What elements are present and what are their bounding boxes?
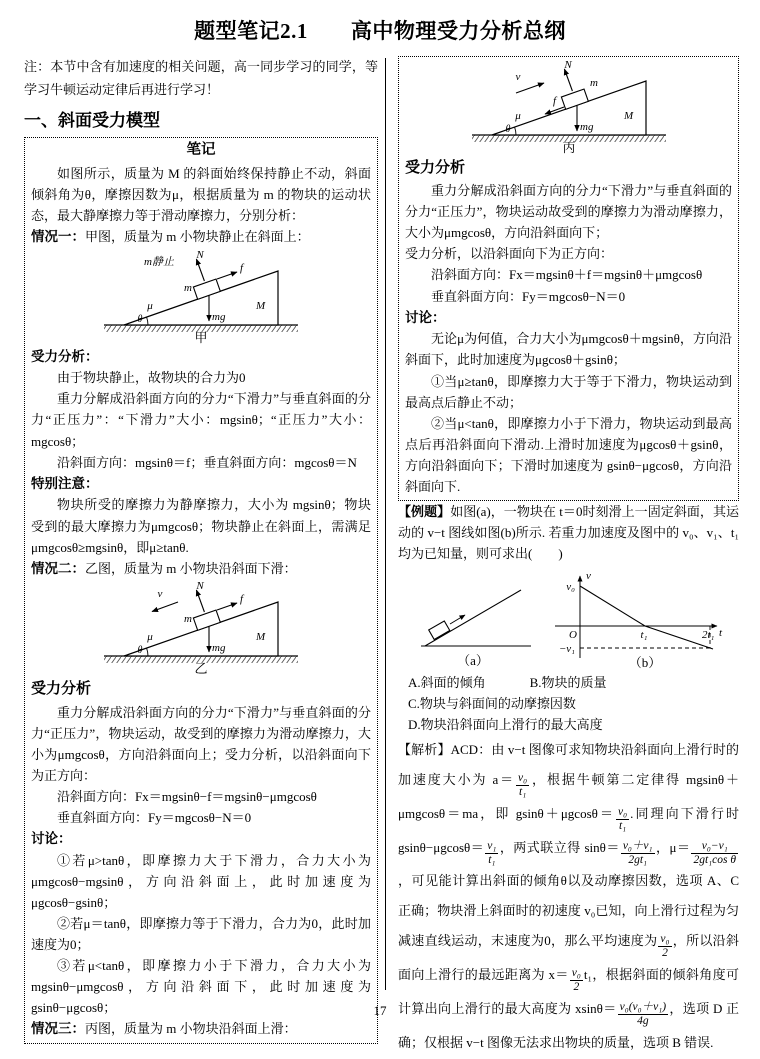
analysis1-p2: 重力分解成沿斜面方向的分力“下滑力”与垂直斜面的分力“正压力”：“下滑力”大小：mgsinθ；“正压力”大小：mgcosθ； bbox=[31, 391, 371, 449]
analysis2-heading: 受力分析 bbox=[31, 681, 92, 698]
analysis2-f1: 沿斜面方向：Fx＝mgsinθ−f＝mgsinθ−μmgcosθ bbox=[57, 788, 317, 804]
friction-arrow bbox=[217, 272, 237, 279]
solution-text: ，两式联立得 sinθ＝ bbox=[499, 839, 620, 855]
analysis2-f2: 垂直斜面方向：Fy＝mgcosθ−N＝0 bbox=[57, 810, 252, 825]
case2-line bbox=[31, 558, 371, 580]
page-title: 题型笔记2.1 高中物理受力分析总纲 bbox=[194, 19, 566, 43]
option-a: A.斜面的倾角 bbox=[408, 674, 486, 690]
v0-label: v₀ bbox=[565, 580, 575, 593]
caption-bing: 丙 bbox=[561, 140, 576, 155]
fraction: $\frac{\text{v₀}}{\text{t₁}}$ bbox=[618, 805, 628, 832]
figure-jia bbox=[31, 249, 371, 345]
normal-force-arrow bbox=[196, 259, 204, 281]
fraction: $\frac{\text{v₀＋v₁}}{\text{2gt₁}}$ bbox=[622, 839, 653, 866]
special-text: 物块所受的摩擦力为静摩擦力，大小为 mgsinθ；物块受到的最大摩擦力为μmgcosθ；物块静止在斜面上，需满足μmgcosθ≥mgsinθ，即μ≥tanθ. bbox=[31, 497, 371, 555]
solution-text: ，可见能计算出斜面的倾角θ以及动摩擦因数，选项 A、C 正确；物块滑上斜面时的初速度 v₀已知，向上滑行过程为匀减速直线运动，末速度为0，那么平均速度为 bbox=[398, 873, 739, 949]
incline-diagram-yi bbox=[96, 580, 306, 676]
option-b: B.物块的质量 bbox=[529, 674, 607, 690]
label-f: f bbox=[552, 95, 556, 107]
t2-label: 2t₁ bbox=[701, 628, 714, 641]
friction-arrow bbox=[217, 603, 237, 610]
label-f: f bbox=[240, 261, 244, 274]
fraction: $\frac{\text{v₀(v₀＋v₁)}}{4g}$ bbox=[619, 1000, 667, 1027]
discuss-heading-left: 讨论： bbox=[31, 831, 72, 847]
label-mg: mg bbox=[212, 642, 226, 655]
case3-line bbox=[31, 1018, 371, 1040]
t-axis-label: t bbox=[718, 626, 722, 639]
label-M: M bbox=[256, 631, 266, 644]
label-N: N bbox=[196, 248, 204, 261]
incline-diagram-jia bbox=[96, 249, 306, 345]
caption-b: （b） bbox=[628, 654, 661, 670]
solution-text: t₁，根据斜面的倾斜角度可计算出向上滑行的最大高度为 xsinθ＝ bbox=[398, 966, 739, 1016]
label-mg: mg bbox=[579, 121, 593, 133]
solution-text: ，所以沿斜面向上滑行的最远距离为 x＝ bbox=[398, 933, 739, 982]
t1-label: t₁ bbox=[640, 628, 647, 641]
figure-yi bbox=[31, 580, 371, 676]
options-row-ab bbox=[398, 672, 739, 693]
intro-note: 注：本节中含有加速度的相关问题，高一同步学习的同学，等学习牛顿运动定律后再进行学习！ bbox=[24, 59, 378, 97]
solution-text: .同理向下滑行时 gsinθ−μgcosθ＝ bbox=[398, 805, 739, 855]
label-m: m bbox=[184, 281, 192, 294]
example-label: 【例题】 bbox=[398, 503, 451, 519]
label-M: M bbox=[256, 299, 266, 312]
label-f: f bbox=[240, 593, 244, 606]
label-theta: θ bbox=[137, 645, 143, 657]
case1-label: 情况一： bbox=[31, 228, 85, 244]
notes-box bbox=[24, 137, 378, 1044]
analysis3-p1: 重力分解成沿斜面方向的分力“下滑力”与垂直斜面的分力“正压力”，物块运动故受到的摩擦力为滑动摩擦力，大小为μmgcosθ，方向沿斜面向下； bbox=[405, 183, 732, 241]
column-divider bbox=[385, 58, 386, 990]
case2-text: 乙图，质量为 m 小物块沿斜面下滑： bbox=[85, 560, 297, 576]
velocity-arrow bbox=[152, 602, 178, 612]
caption-yi: 乙 bbox=[194, 661, 208, 677]
figure-b-vt-graph bbox=[545, 566, 729, 670]
special-heading: 特别注意： bbox=[31, 475, 99, 491]
discuss-r1: ①当μ≥tanθ，即摩擦力大于等于下滑力，物块运动到最高点后静止不动； bbox=[405, 373, 732, 410]
fraction: $\frac{\text{v₀−v₁}}{\text{2gt₁cos θ}}$ bbox=[693, 839, 736, 866]
v-axis-label: v bbox=[585, 569, 591, 582]
label-v: v bbox=[515, 71, 520, 83]
discuss-r2: ②当μ<tanθ，即摩擦力小于下滑力，物块运动到最高点后再沿斜面向下滑动.上滑时加速度为μgcosθ＋gsinθ，方向沿斜面向下；下滑时加速度为 gsinθ−μgcosθ，方向沿斜面向下. bbox=[405, 415, 732, 494]
fraction: $\frac{\text{v₀}}{2}$ bbox=[660, 933, 670, 960]
example-text: 如图(a)，一物块在 t＝0时刻滑上一固定斜面，其运动的 v−t 图线如图(b)所示. 若重力加速度及图中的 v₀、v₁、t₁均为已知量，则可求出( ) bbox=[398, 503, 739, 561]
fraction: $\frac{\text{v₀}}{2}$ bbox=[571, 967, 581, 993]
label-m: m bbox=[589, 77, 598, 89]
velocity-arrow bbox=[450, 615, 465, 624]
solution-text: 【解析】ACD：由 v−t 图像可求知物块沿斜面向上滑行时的加速度大小为 a＝ bbox=[398, 742, 739, 787]
normal-force-arrow bbox=[564, 69, 572, 91]
label-mg: mg bbox=[212, 310, 226, 323]
page-number: 17 bbox=[373, 1003, 387, 1018]
label-N: N bbox=[563, 59, 572, 71]
analysis3-f2: 垂直斜面方向：Fy＝mgcosθ−N＝0 bbox=[431, 288, 626, 304]
label-mu: μ bbox=[147, 631, 153, 644]
label-m: m bbox=[184, 613, 192, 626]
label-mu: μ bbox=[514, 110, 521, 122]
velocity-arrow bbox=[516, 83, 544, 93]
neg-v1-label: −v₁ bbox=[558, 642, 575, 655]
fraction: $\frac{\text{v₁}}{\text{t₁}}$ bbox=[487, 839, 497, 866]
discuss-intro: 无论μ为何值，合力大小为μmgcosθ＋mgsinθ，方向沿斜面下，此时加速度为μgcosθ＋gsinθ； bbox=[405, 331, 732, 368]
fraction: $\frac{\text{v₀}}{\text{t₁}}$ bbox=[518, 772, 528, 798]
label-v: v bbox=[157, 588, 163, 601]
origin-label: O bbox=[568, 628, 577, 641]
label-mu: μ bbox=[147, 299, 153, 312]
section-heading: 一、斜面受力模型 bbox=[24, 110, 160, 130]
case1-line bbox=[31, 226, 371, 248]
label-theta: θ bbox=[505, 124, 510, 135]
analysis3-f1: 沿斜面方向：Fx＝mgsinθ＋f＝mgsinθ＋μmgcosθ bbox=[431, 267, 703, 283]
case1-text: 甲图，质量为 m 小物块静止在斜面上： bbox=[85, 228, 310, 244]
slope-line bbox=[425, 590, 521, 646]
option-d: D.物块沿斜面向上滑行的最大高度 bbox=[408, 717, 603, 733]
figure-bing bbox=[405, 59, 732, 155]
block bbox=[428, 621, 449, 640]
analysis2-p1: 重力分解成沿斜面方向的分力“下滑力”与垂直斜面的分力“正压力”，物块运动，故受到的摩擦力为滑动摩擦力，大小为μmgcosθ，方向沿斜面向上；受力分析，以沿斜面向下为正方向： bbox=[31, 704, 371, 783]
case3-text: 丙图，质量为 m 小物块沿斜面上滑： bbox=[85, 1021, 297, 1037]
caption-jia: 甲 bbox=[194, 329, 208, 345]
label-N: N bbox=[196, 580, 204, 593]
discuss-2: ②若μ＝tanθ，即摩擦力等于下滑力，合力为0，此时加速度为0； bbox=[31, 916, 371, 953]
example-paragraph bbox=[398, 501, 739, 564]
analysis3-heading: 受力分析 bbox=[405, 160, 466, 176]
option-c: C.物块与斜面间的动摩擦因数 bbox=[408, 696, 576, 711]
static-label: m静止 bbox=[144, 255, 174, 268]
incline-diagram-bing bbox=[464, 59, 674, 155]
analysis1-heading: 受力分析： bbox=[31, 348, 99, 364]
notes-intro: 如图所示，质量为 M 的斜面始终保持静止不动，斜面倾斜角为θ，摩擦因数为μ，根据质量为 m 的物块的运动状态，最大静摩擦力等于滑动摩擦力，分别分析： bbox=[31, 165, 371, 223]
notes-box-title: 笔记 bbox=[186, 142, 216, 159]
solution-text: ，μ＝ bbox=[655, 839, 691, 855]
figure-a bbox=[409, 574, 537, 670]
label-theta: θ bbox=[137, 313, 143, 325]
solution-text: ，根据牛顿第二定律得 mgsinθ＋μmgcosθ＝ma，即 gsinθ＋μgcosθ＝ bbox=[398, 771, 739, 821]
caption-a: （a） bbox=[456, 652, 489, 668]
analysis3-p2: 受力分析，以沿斜面向下为正方向： bbox=[405, 246, 614, 262]
example-figures bbox=[398, 566, 739, 670]
label-M: M bbox=[623, 110, 633, 122]
analysis1-p3: 沿斜面方向：mgsinθ＝f；垂直斜面方向：mgcosθ＝N bbox=[57, 454, 357, 470]
case2-label: 情况二： bbox=[31, 560, 85, 576]
discuss-3: ③若μ<tanθ，即摩擦力小于下滑力，合力大小为 mgsinθ−μmgcosθ，方向沿斜面下，此时加速度为 gsinθ−μgcosθ； bbox=[31, 958, 371, 1016]
discuss-1: ①若μ>tanθ，即摩擦力大于下滑力，合力大小为μmgcosθ−mgsinθ，方向沿斜面上，此时加速度为μgcosθ−gsinθ； bbox=[31, 852, 371, 910]
notes-box-continued bbox=[398, 56, 739, 501]
right-column bbox=[398, 56, 739, 1057]
analysis1-p1: 由于物块静止，故物块的合力为0 bbox=[57, 370, 246, 386]
normal-force-arrow bbox=[196, 590, 204, 612]
case3-label: 情况三： bbox=[31, 1021, 85, 1037]
discuss-heading-right: 讨论： bbox=[405, 309, 446, 325]
left-column bbox=[24, 56, 378, 1044]
solution-text: ，选项 D 正确；仅根据 v−t 图像无法求出物块的质量，选项 B 错误. bbox=[398, 1000, 739, 1050]
